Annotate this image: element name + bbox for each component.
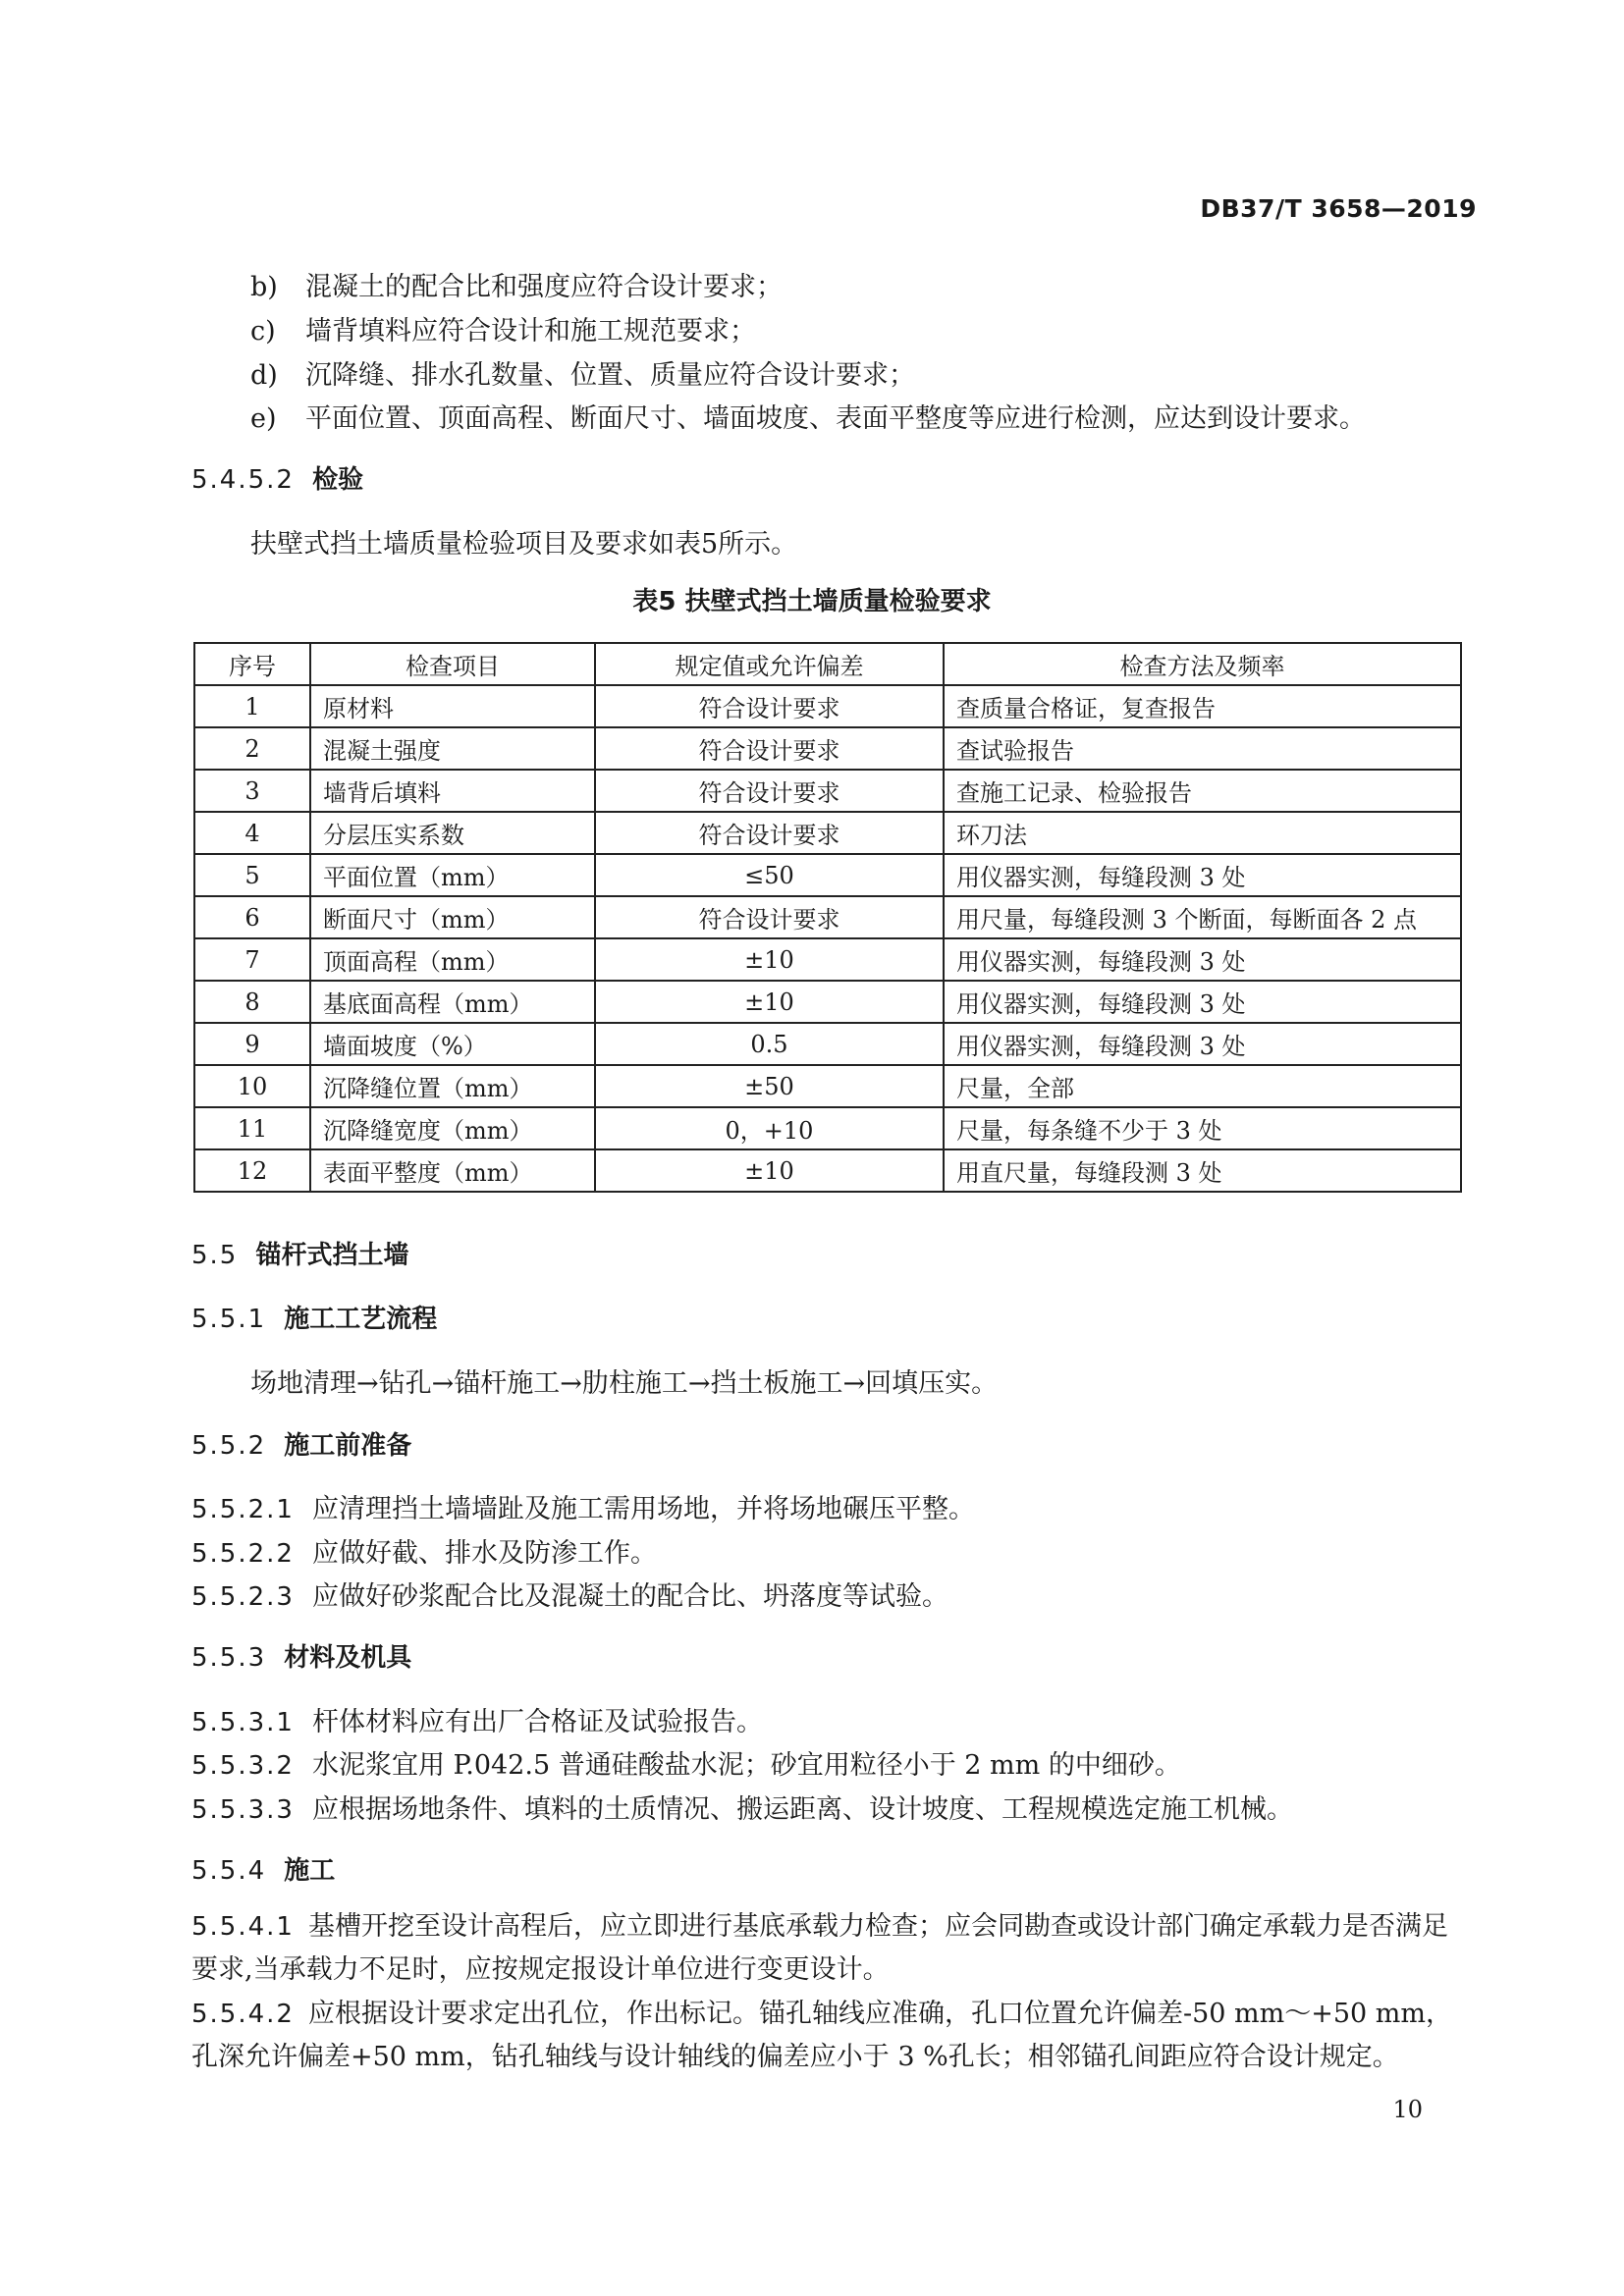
- cell-item: 沉降缝位置（mm）: [310, 1065, 595, 1107]
- clause: [191, 1700, 763, 1738]
- list-item: [250, 309, 756, 347]
- clause-text: 应根据设计要求定出孔位，作出标记。锚孔轴线应准确，孔口位置允许偏差-50 mm～+50 mm，孔深允许偏差+50 mm，钻孔轴线与设计轴线的偏差应小于 3 %孔长；相邻锚孔间距应符合设计规定。: [191, 1999, 1453, 2072]
- cell-method: 用仪器实测，每缝段测 3 处: [944, 854, 1461, 896]
- document-code: DB37/T 3658—2019: [1200, 194, 1477, 223]
- cell-item: 沉降缝宽度（mm）: [310, 1107, 595, 1149]
- section-number: 5.5: [191, 1241, 239, 1270]
- cell-method: 尺量，每条缝不少于 3 处: [944, 1107, 1461, 1149]
- clause: [191, 1531, 657, 1570]
- cell-seq: 9: [194, 1023, 310, 1065]
- section-number: 5.4.5.2: [191, 465, 295, 495]
- list-item-label: d): [250, 360, 278, 391]
- list-item-label: e): [250, 403, 277, 434]
- cell-seq: 6: [194, 896, 310, 938]
- cell-method: 查试验报告: [944, 727, 1461, 770]
- cell-tolerance: ±10: [595, 1149, 944, 1192]
- cell-seq: 11: [194, 1107, 310, 1149]
- table-row: [194, 812, 1461, 854]
- list-item-text: 混凝土的配合比和强度应符合设计要求；: [305, 272, 783, 302]
- cell-tolerance: 0.5: [595, 1023, 944, 1065]
- header-item: 检查项目: [310, 643, 595, 685]
- page-number: 10: [1392, 2096, 1423, 2123]
- clause-number: 5.5.2.3: [191, 1582, 295, 1612]
- table-row: [194, 1023, 1461, 1065]
- cell-method: 用直尺量，每缝段测 3 处: [944, 1149, 1461, 1192]
- cell-method: 查施工记录、检验报告: [944, 770, 1461, 812]
- section-number: 5.5.2: [191, 1431, 267, 1461]
- table-caption: 表5 扶壁式挡土墙质量检验要求: [632, 587, 992, 616]
- list-item-text: 墙背填料应符合设计和施工规范要求；: [305, 316, 756, 347]
- clause-text: 应清理挡土墙墙趾及施工需用场地，并将场地碾压平整。: [311, 1494, 975, 1524]
- inspection-table: [193, 642, 1462, 1193]
- cell-item: 顶面高程（mm）: [310, 938, 595, 981]
- cell-method: 查质量合格证，复查报告: [944, 685, 1461, 727]
- cell-item: 表面平整度（mm）: [310, 1149, 595, 1192]
- table-row: [194, 685, 1461, 727]
- section-heading-554: [191, 1850, 335, 1887]
- cell-method: 尺量，全部: [944, 1065, 1461, 1107]
- clause-number: 5.5.3.1: [191, 1708, 295, 1737]
- cell-tolerance: 符合设计要求: [595, 896, 944, 938]
- clause: [191, 1487, 975, 1525]
- list-item-text: 平面位置、顶面高程、断面尺寸、墙面坡度、表面平整度等应进行检测，应达到设计要求。: [305, 403, 1366, 434]
- cell-tolerance: 符合设计要求: [595, 727, 944, 770]
- cell-method: 用仪器实测，每缝段测 3 处: [944, 1023, 1461, 1065]
- cell-tolerance: ±10: [595, 981, 944, 1023]
- list-item: [250, 397, 1366, 435]
- clause-text: 水泥浆宜用 P.042.5 普通硅酸盐水泥；砂宜用粒径小于 2 mm 的中细砂。: [311, 1750, 1181, 1781]
- clause: [191, 1575, 948, 1613]
- table-row: [194, 854, 1461, 896]
- clause: [191, 1743, 1181, 1782]
- cell-seq: 7: [194, 938, 310, 981]
- section-number: 5.5.1: [191, 1305, 267, 1334]
- clause-number: 5.5.4.1: [191, 1912, 295, 1942]
- clause: [191, 1788, 1293, 1826]
- cell-item: 断面尺寸（mm）: [310, 896, 595, 938]
- cell-method: 用尺量，每缝段测 3 个断面，每断面各 2 点: [944, 896, 1461, 938]
- table-row: [194, 981, 1461, 1023]
- table-row: [194, 1107, 1461, 1149]
- cell-seq: 8: [194, 981, 310, 1023]
- process-flow-text: 场地清理→钻孔→锚杆施工→肋柱施工→挡土板施工→回填压实。: [250, 1368, 999, 1399]
- cell-item: 原材料: [310, 685, 595, 727]
- cell-seq: 10: [194, 1065, 310, 1107]
- cell-method: 用仪器实测，每缝段测 3 处: [944, 981, 1461, 1023]
- section-number: 5.5.4: [191, 1856, 267, 1886]
- clause-number: 5.5.3.3: [191, 1795, 295, 1825]
- clause-text: 杆体材料应有出厂合格证及试验报告。: [311, 1707, 763, 1737]
- cell-method: 环刀法: [944, 812, 1461, 854]
- section-heading-553: [191, 1637, 411, 1674]
- list-item-label: b): [250, 272, 278, 302]
- clause-text: 应根据场地条件、填料的土质情况、搬运距离、设计坡度、工程规模选定施工机械。: [311, 1794, 1293, 1825]
- cell-item: 平面位置（mm）: [310, 854, 595, 896]
- clause-number: 5.5.2.2: [191, 1539, 295, 1569]
- clause-number: 5.5.3.2: [191, 1751, 295, 1781]
- table-row: [194, 727, 1461, 770]
- clause-number: 5.5.2.1: [191, 1495, 295, 1524]
- table-row: [194, 1149, 1461, 1192]
- cell-seq: 1: [194, 685, 310, 727]
- section-title: 检验: [312, 465, 364, 495]
- cell-item: 墙面坡度（%）: [310, 1023, 595, 1065]
- cell-tolerance: ±10: [595, 938, 944, 981]
- clause-text: 应做好截、排水及防渗工作。: [311, 1538, 657, 1569]
- table-header-row: [194, 643, 1461, 685]
- header-seq: 序号: [194, 643, 310, 685]
- section-title: 施工: [284, 1856, 336, 1886]
- cell-item: 分层压实系数: [310, 812, 595, 854]
- cell-seq: 12: [194, 1149, 310, 1192]
- cell-item: 基底面高程（mm）: [310, 981, 595, 1023]
- list-item: [250, 265, 783, 303]
- cell-tolerance: 符合设计要求: [595, 812, 944, 854]
- table-row: [194, 896, 1461, 938]
- cell-item: 墙背后填料: [310, 770, 595, 812]
- table-row: [194, 1065, 1461, 1107]
- clause: [191, 1993, 1460, 2079]
- cell-tolerance: 符合设计要求: [595, 685, 944, 727]
- clause-text: 应做好砂浆配合比及混凝土的配合比、坍落度等试验。: [311, 1581, 948, 1612]
- section-heading-55: [191, 1235, 408, 1271]
- section-title: 锚杆式挡土墙: [255, 1241, 409, 1270]
- section-heading-552: [191, 1425, 411, 1462]
- cell-tolerance: ≤50: [595, 854, 944, 896]
- section-title: 施工前准备: [284, 1431, 412, 1461]
- header-method: 检查方法及频率: [944, 643, 1461, 685]
- clause: [191, 1905, 1460, 1992]
- list-item: [250, 353, 915, 392]
- section-title: 材料及机具: [284, 1643, 412, 1673]
- cell-seq: 5: [194, 854, 310, 896]
- section-title: 施工工艺流程: [284, 1305, 438, 1334]
- cell-tolerance: 符合设计要求: [595, 770, 944, 812]
- cell-tolerance: ±50: [595, 1065, 944, 1107]
- list-item-text: 沉降缝、排水孔数量、位置、质量应符合设计要求；: [305, 360, 915, 391]
- header-tolerance: 规定值或允许偏差: [595, 643, 944, 685]
- cell-seq: 4: [194, 812, 310, 854]
- cell-item: 混凝土强度: [310, 727, 595, 770]
- clause-number: 5.5.4.2: [191, 2000, 295, 2029]
- list-item-label: c): [250, 316, 276, 347]
- intro-paragraph: 扶壁式挡土墙质量检验项目及要求如表5所示。: [250, 529, 798, 560]
- section-number: 5.5.3: [191, 1643, 267, 1673]
- cell-seq: 3: [194, 770, 310, 812]
- clause-text: 基槽开挖至设计高程后，应立即进行基底承载力检查；应会同勘查或设计部门确定承载力是否满足要求,当承载力不足时，应按规定报设计单位进行变更设计。: [191, 1911, 1448, 1985]
- section-heading-5452: [191, 459, 363, 496]
- cell-seq: 2: [194, 727, 310, 770]
- cell-tolerance: 0，+10: [595, 1107, 944, 1149]
- table-row: [194, 938, 1461, 981]
- table-row: [194, 770, 1461, 812]
- section-heading-551: [191, 1299, 437, 1335]
- cell-method: 用仪器实测，每缝段测 3 处: [944, 938, 1461, 981]
